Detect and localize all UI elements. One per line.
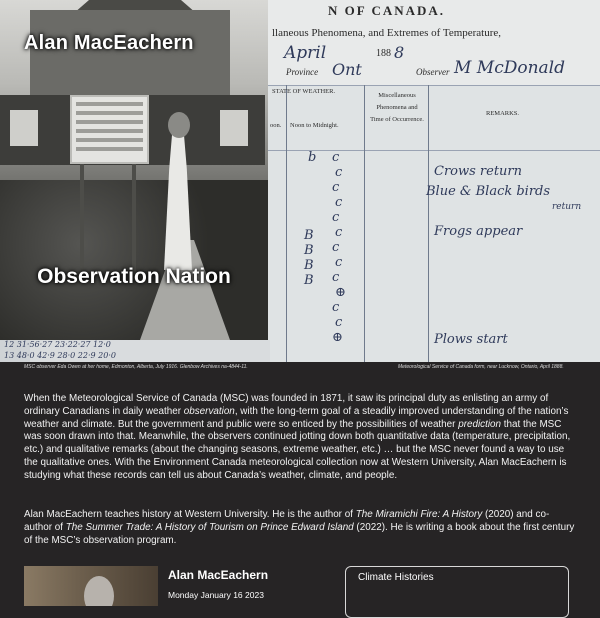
text-emphasis: observation [183,405,235,417]
weather-mark: c [335,165,343,180]
ledger-year-handwritten: 8 [394,43,405,62]
talk-title: Observation Nation [37,265,231,288]
ledger-col-noon: oon. [270,122,282,129]
ledger-province: Ont [332,60,362,79]
weather-ledger-image [268,0,600,362]
text-span: that the MSC was soon drawn into that. Meanwhile, the observers continued jotting down both quantitative data (temperature, precipitation, etc.) and qualitative remarks (about the changing seasons, extreme weather, etc.) … but the MSC never found a way to use the qualitative ones. With the Environment Canada meteorological collection now at Western University, Alan MacEachern is studying what these records can tell us about Canada’s weather, climate, and people. [24,418,571,481]
window [10,110,38,146]
text-span: (2022). He is writing a book about the first century of the MSC’s observation program. [24,521,575,546]
noon-mark: B [304,273,314,288]
text-span: (2020) and co-author of [24,509,550,533]
ledger-remark: return [552,202,582,212]
ledger-strip [0,340,270,362]
noon-mark: B [304,258,314,273]
weather-mark: c [332,240,340,255]
ledger-year-printed: 188 [376,48,391,59]
speaker-name-overlay: Alan MacEachern [24,32,194,54]
ledger-observer-label: Observer [416,67,450,77]
ledger-col-state: STATE OF WEATHER. [272,88,336,95]
photo-caption-right: Meteorological Service of Canada form, near Lucknow, Ontario, April 1888. [398,364,564,370]
weather-mark: c [332,210,340,225]
weather-mark: c [335,255,343,270]
talk-description [24,393,576,483]
observer-head [168,112,190,138]
series-box[interactable] [345,566,569,618]
weather-mark: ⊕ [335,285,346,300]
photo-caption-left: MSC observer Eda Owen at her home, Edmonton, Alberta, July 1916. Glenbow Archives na-4844-11. [24,364,248,370]
weather-mark: ⊕ [332,330,343,345]
ledger-month: April [284,43,327,63]
book-title: The Miramichi Fire: A History [355,509,483,520]
thermometer-screen [70,95,149,164]
weather-mark: c [332,180,340,195]
text-span: When the Meteorological Service of Canada (MSC) was founded in 1871, it saw its principal duty as enlisting an army of ordinary Canadians in daily weather [24,393,549,417]
ledger-header: N OF CANADA. [328,3,446,18]
event-date: Monday January 16 2023 [168,590,264,600]
ledger-observer: M McDonald [454,58,566,78]
weather-mark: c [332,270,340,285]
series-title: Climate Histories [358,572,434,583]
text-emphasis: prediction [458,418,502,430]
ledger-remark: Plows start [434,332,508,347]
ledger-col-noon-midnight: Noon to Midnight. [290,122,339,129]
ledger-remark: Crows return [434,164,523,179]
weather-mark: c [335,195,343,210]
noon-mark: B [304,243,314,258]
weather-mark: c [335,315,343,330]
ledger-remark: Frogs appear [434,224,523,239]
text-span: , with the long-term goal of a steadily improved understanding of the nation’s weather and climate. But the government and public were so enticed by the possibilities of weather [24,405,569,430]
ledger-col-remarks: REMARKS. [486,110,520,117]
noon-mark: B [304,228,314,243]
ledger-subheader: llaneous Phenomena, and Extremes of Temperature, [272,27,502,39]
speaker-name: Alan MacEachern [168,568,269,582]
ledger-row: 13 48·0 42·9 28·0 22·9 20·0 [4,351,116,360]
weather-mark: c [335,225,343,240]
speaker-photo [24,566,158,606]
ledger-row: 12 31·56·27 23·22·27 12·0 [4,340,111,349]
ledger-remark: Blue & Black birds [426,184,551,199]
window [220,110,248,146]
weather-mark: c [332,300,340,315]
ledger-province-label: Province [286,67,319,77]
weather-mark: c [332,150,340,165]
ledger-col-misc: Miscellaneous Phenomena and Time of Occurrence. [370,92,424,123]
text-span: Alan MacEachern teaches history at Western University. He is the author of [24,509,356,520]
book-title: The Summer Trade: A History of Tourism on Prince Edward Island [65,521,354,533]
noon-mark: b [308,150,317,165]
speaker-bio [24,509,576,547]
